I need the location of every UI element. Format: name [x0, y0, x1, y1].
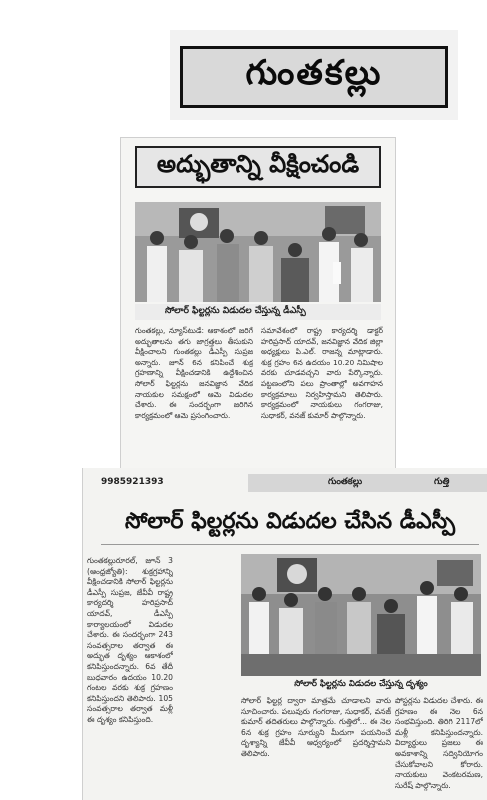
clip1-photo-illustration	[135, 202, 381, 302]
clip2-place-label: గుంతకల్లు	[328, 477, 363, 487]
masthead-title: గుంతకల్లు	[180, 46, 448, 108]
clip2-town-label: గుత్తి	[434, 477, 450, 487]
masthead	[170, 30, 458, 120]
clip2-body-column-3: పోస్టర్లను విడుదల చేశారు. ఈ గ్రహణం ఈ నెల 6న సంభవిస్తుంది. తిరిగి 2117లో మళ్లీ కనిపిస్తుందన్నారు. విద్యార్థులు ప్రజలు ఈ అవకాశాన్ని సద్వినియోగం చేసుకోవాలని కోరారు. నాయకులు వెంకటరమణ, సురేష్ పాల్గొన్నారు.	[395, 696, 483, 790]
clip1-photo	[135, 202, 381, 302]
clip2-photo-illustration	[241, 554, 481, 676]
clip2-caption: సోలార్ ఫిల్టర్లను విడుదల చేస్తున్న దృశ్యం	[294, 679, 428, 689]
clip2-phone-number: 9985921393	[101, 477, 164, 487]
clip1-headline: అద్భుతాన్ని వీక్షించండి	[135, 146, 381, 188]
clip2-body-column-2: సోలార్ ఫిల్టర్ల ద్వారా మాత్రమే చూడాలని వారు సూచించారు. పలువురు గంగరాజు, సుధాకర్, వనజ్ కుమార్ తదితరులు పాల్గొన్నారు. గుత్తిలో... ఈ నెల 6న శుక్ర గ్రహం సూర్యుని మీదుగా పయనించే దృశ్యాన్ని జేవీవీ ఆధ్వర్యంలో ప్రదర్శిస్తామని తెలిపారు.	[241, 696, 391, 758]
news-clip-2	[82, 468, 487, 800]
clip2-headline: సోలార్ ఫిల్టర్లను విడుదల చేసిన డీఎస్పీ	[101, 504, 479, 545]
clip1-body-column-1: గుంతకల్లు, న్యూస్‌టుడే: ఆకాశంలో జరిగే అద్భుతాలను తగు జాగ్రత్తలు తీసుకుని వీక్షించాలని గుంతకల్లు డీఎస్పీ సుప్రజ అన్నారు. జూన్ 6న కనిపించే శుక్ర గ్రహణాన్ని వీక్షించడానికి ఉద్దేశించిన సోలార్ ఫిల్టర్లను జనవిజ్ఞాన వేదిక నాయకుల సమక్షంలో ఆమె విడుదల చేశారు. ఈ సందర్భంగా జరిగిన కార్యక్రమంలో ఆమె ప్రసంగించారు.	[135, 326, 253, 420]
clip2-bar-right	[248, 474, 487, 492]
clip2-body-column-1: గుంతకల్లురూరల్, జూన్ 3 (ఆంధ్రజ్యోతి): శుక్రగ్రహాన్ని వీక్షించడానికి సోలార్ ఫిల్టర్లను డీఎస్పీ సుప్రజ, జేవీవీ రాష్ట్ర కార్యదర్శి హరిప్రసాద్ యాదవ్, డీఎస్పీ కార్యాలయంలో విడుదల చేశారు. ఈ సందర్భంగా 243 సంవత్సరాల తర్వాత ఈ అద్భుత దృశ్యం ఆకాశంలో కనిపిస్తుందన్నారు. 6వ తేదీ బుధవారం ఉదయం 10.20 గంటల వరకు శుక్ర గ్రహణం కనిపిస్తుందని తెలిపారు. 105 సంవత్సరాల తర్వాత మళ్లీ ఈ దృశ్యం కనిపిస్తుంది.	[87, 556, 173, 724]
clip1-caption: సోలార్ ఫిల్టర్లను విడుదల చేస్తున్న డీఎస్పీ	[135, 304, 381, 320]
news-clip-1	[120, 137, 396, 469]
clip2-top-bar	[83, 474, 487, 492]
clip1-body-column-2: సమావేశంలో రాష్ట్ర కార్యదర్శి డాక్టర్ హరిప్రసాద్ యాదవ్, జనవిజ్ఞాన వేదిక జిల్లా అధ్యక్షులు పి.ఎల్. రాజన్న మాట్లాడారు. శుక్ర గ్రహం 6న ఉదయం 10.20 నిమిషాల వరకు చూడవచ్చని వారు పేర్కొన్నారు. పట్టణంలోని పలు ప్రాంతాల్లో అవగాహన కార్యక్రమాలు నిర్వహిస్తామని తెలిపారు. కార్యక్రమంలో నాయకులు గంగరాజు, సుధాకర్, వనజ్ కుమార్ పాల్గొన్నారు.	[261, 326, 383, 420]
clip2-photo	[241, 554, 481, 676]
